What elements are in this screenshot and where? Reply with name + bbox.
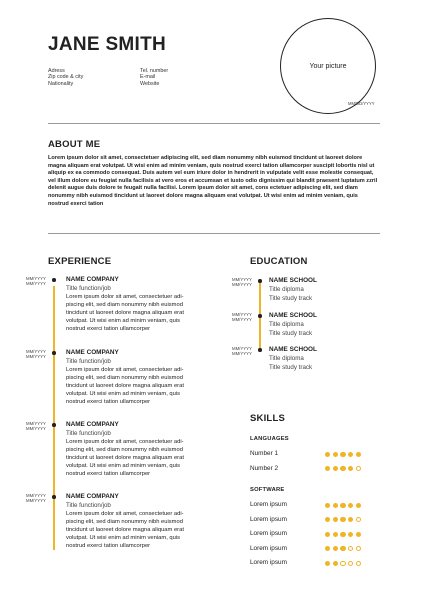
nationality-field: Nationality bbox=[48, 80, 74, 87]
study-track: Title study track bbox=[269, 295, 313, 302]
job-title: Title function/job bbox=[66, 430, 111, 437]
filled-rating-dot bbox=[348, 503, 353, 508]
empty-rating-dot bbox=[340, 561, 345, 566]
filled-rating-dot bbox=[333, 466, 338, 471]
date-to: MM/YYYY bbox=[232, 282, 252, 288]
description-line: piscing elit, sed diam nonummy nibh euismod bbox=[66, 375, 183, 382]
date-from: MM/YYYY bbox=[232, 312, 252, 317]
filled-rating-dot bbox=[333, 503, 338, 508]
skill-name: Number 1 bbox=[250, 450, 279, 457]
description-line: volutpat. Ut wisi enim ad minim veniam, quis bbox=[66, 391, 181, 398]
software-label: SOFTWARE bbox=[250, 487, 285, 493]
experience-title: EXPERIENCE bbox=[48, 256, 112, 267]
about-text: Lorem ipsum dolor sit amet, consectetuer adipiscing elit, sed diam nonummy nibh euismod tincidunt ut laoreet dolore magna aliquam erat volutpat. Ut wisi enim ad minim veniam, quis nostrud exerci tation ullamcorper suscipit lobortis nisl ut aliquip ex ea commodo consequat. Duis autem vel eum iriure dolor in hendrerit in vulputate velit esse molestie consequat, vel illum dolore eu feugiat nulla facilisis at vero eros et accumsan et iusto odio dignissim qui blandit praesent luptatum zzril delenit augue duis dolore te feugait nulla facilisi. Lorem ipsum dolor sit amet, cons ectetuer adipiscing elit, sed diam nonummy nibh euismod tincidunt ut laoreet dolore magna aliquam erat volutpat. Ut wisi enim ad minim veniam, quis nostrud exerci tation bbox=[48, 155, 378, 207]
experience-dates bbox=[26, 421, 46, 431]
skill-rating bbox=[325, 532, 361, 537]
filled-rating-dot bbox=[356, 452, 361, 457]
filled-rating-dot bbox=[325, 503, 330, 508]
empty-rating-dot bbox=[348, 546, 353, 551]
description-line: Lorem ipsum dolor sit amet, consectetuer adi- bbox=[66, 439, 184, 445]
description-line: nostrud exerci tation ullamcorper bbox=[66, 471, 151, 478]
picture-date: MM/DD/YYYY bbox=[348, 101, 375, 106]
timeline-dot bbox=[258, 314, 262, 318]
filled-rating-dot bbox=[325, 517, 330, 522]
description-line: piscing elit, sed diam nonummy nibh euismod bbox=[66, 519, 183, 526]
study-track: Title study track bbox=[269, 330, 313, 337]
job-title: Title function/job bbox=[66, 285, 111, 292]
candidate-name: JANE SMITH bbox=[48, 34, 167, 55]
job-title: Title function/job bbox=[66, 358, 111, 365]
empty-rating-dot bbox=[356, 561, 361, 566]
skill-name: Lorem ipsum bbox=[250, 530, 287, 537]
filled-rating-dot bbox=[333, 517, 338, 522]
filled-rating-dot bbox=[340, 532, 345, 537]
diploma-title: Title diploma bbox=[269, 321, 304, 328]
zip-city-field: Zip code & city bbox=[48, 74, 84, 81]
empty-rating-dot bbox=[356, 466, 361, 471]
picture-label: Your picture bbox=[309, 62, 347, 70]
skills-title: SKILLS bbox=[250, 413, 285, 424]
skill-name: Number 2 bbox=[250, 464, 279, 472]
timeline-dot bbox=[52, 423, 56, 427]
date-from: MM/YYYY bbox=[232, 346, 252, 351]
date-to: MM/YYYY bbox=[26, 354, 46, 360]
description-line: volutpat. Ut wisi enim ad minim veniam, quis bbox=[66, 463, 181, 470]
filled-rating-dot bbox=[356, 532, 361, 537]
description-line: Lorem ipsum dolor sit amet, consectetuer adi- bbox=[66, 294, 184, 300]
skill-rating bbox=[325, 517, 361, 522]
skill-name: Lorem ipsum bbox=[250, 515, 287, 523]
filled-rating-dot bbox=[340, 517, 345, 522]
job-description bbox=[66, 293, 216, 333]
address-field: Adress bbox=[48, 68, 65, 74]
filled-rating-dot bbox=[325, 466, 330, 471]
contact-left bbox=[48, 68, 83, 87]
filled-rating-dot bbox=[356, 503, 361, 508]
email-field: E-mail bbox=[140, 74, 156, 81]
experience-dates bbox=[26, 349, 46, 359]
filled-rating-dot bbox=[348, 466, 353, 471]
job-description bbox=[66, 438, 216, 478]
about-divider bbox=[48, 233, 380, 234]
date-from: MM/YYYY bbox=[26, 276, 46, 281]
languages-label: LANGUAGES bbox=[250, 436, 289, 442]
description-line: tincidunt ut laoreet dolore magna aliquam erat bbox=[66, 383, 184, 390]
date-to: MM/YYYY bbox=[26, 498, 46, 504]
skill-name: Lorem ipsum bbox=[250, 501, 287, 508]
study-track: Title study track bbox=[269, 364, 313, 371]
education-dates bbox=[232, 312, 252, 322]
description-line: piscing elit, sed diam nonummy nibh euismod bbox=[66, 302, 183, 309]
filled-rating-dot bbox=[340, 503, 345, 508]
description-line: piscing elit, sed diam nonummy nibh euismod bbox=[66, 447, 183, 454]
about-title: ABOUT ME bbox=[48, 139, 101, 150]
description-line: Lorem ipsum dolor sit amet, consectetuer adi- bbox=[66, 511, 184, 517]
date-to: MM/YYYY bbox=[232, 351, 252, 357]
description-line: tincidunt ut laoreet dolore magna aliquam erat bbox=[66, 455, 184, 462]
empty-rating-dot bbox=[356, 517, 361, 522]
date-to: MM/YYYY bbox=[26, 281, 46, 287]
timeline-dot bbox=[52, 495, 56, 499]
timeline-dot bbox=[258, 279, 262, 283]
date-from: MM/YYYY bbox=[26, 421, 46, 426]
filled-rating-dot bbox=[340, 546, 345, 551]
education-dates bbox=[232, 346, 252, 356]
empty-rating-dot bbox=[348, 561, 353, 566]
description-line: tincidunt ut laoreet dolore magna aliquam erat bbox=[66, 310, 184, 317]
description-line: nostrud exerci tation ullamcorper bbox=[66, 326, 151, 333]
school-name: NAME SCHOOL bbox=[269, 312, 317, 319]
education-title: EDUCATION bbox=[250, 256, 308, 267]
school-name: NAME SCHOOL bbox=[269, 346, 317, 353]
skill-rating bbox=[325, 546, 361, 551]
company-name: NAME COMPANY bbox=[66, 493, 119, 500]
description-line: volutpat. Ut wisi enim ad minim veniam, quis bbox=[66, 318, 181, 325]
date-from: MM/YYYY bbox=[232, 277, 252, 282]
skill-name: Lorem ipsum bbox=[250, 544, 287, 552]
date-from: MM/YYYY bbox=[26, 493, 46, 498]
filled-rating-dot bbox=[333, 452, 338, 457]
description-line: nostrud exerci tation ullamcorper bbox=[66, 543, 151, 550]
filled-rating-dot bbox=[333, 532, 338, 537]
education-dates bbox=[232, 277, 252, 287]
filled-rating-dot bbox=[325, 561, 330, 566]
filled-rating-dot bbox=[333, 546, 338, 551]
filled-rating-dot bbox=[325, 532, 330, 537]
experience-timeline bbox=[53, 286, 55, 550]
timeline-dot bbox=[258, 348, 262, 352]
company-name: NAME COMPANY bbox=[66, 349, 119, 356]
date-to: MM/YYYY bbox=[26, 426, 46, 432]
job-description bbox=[66, 510, 216, 550]
description-line: nostrud exerci tation ullamcorper bbox=[66, 399, 151, 406]
website-field: Website bbox=[140, 80, 160, 87]
experience-dates bbox=[26, 493, 46, 503]
profile-picture-placeholder bbox=[280, 18, 376, 114]
phone-field: Tel. number bbox=[140, 68, 169, 74]
description-line: volutpat. Ut wisi enim ad minim veniam, quis bbox=[66, 535, 181, 542]
filled-rating-dot bbox=[348, 452, 353, 457]
filled-rating-dot bbox=[340, 452, 345, 457]
skill-rating bbox=[325, 503, 361, 508]
description-line: tincidunt ut laoreet dolore magna aliquam erat bbox=[66, 527, 184, 534]
filled-rating-dot bbox=[340, 466, 345, 471]
company-name: NAME COMPANY bbox=[66, 276, 119, 283]
description-line: Lorem ipsum dolor sit amet, consectetuer adi- bbox=[66, 367, 184, 373]
contact-right bbox=[140, 68, 168, 87]
skill-rating bbox=[325, 466, 361, 471]
date-to: MM/YYYY bbox=[232, 317, 252, 323]
filled-rating-dot bbox=[348, 532, 353, 537]
diploma-title: Title diploma bbox=[269, 286, 304, 293]
timeline-dot bbox=[52, 351, 56, 355]
skill-rating bbox=[325, 561, 361, 566]
skill-rating bbox=[325, 452, 361, 457]
experience-dates bbox=[26, 276, 46, 286]
skill-name: Lorem ipsum bbox=[250, 559, 287, 566]
date-from: MM/YYYY bbox=[26, 349, 46, 354]
company-name: NAME COMPANY bbox=[66, 421, 119, 428]
diploma-title: Title diploma bbox=[269, 355, 304, 362]
timeline-dot bbox=[52, 278, 56, 282]
job-description bbox=[66, 366, 216, 406]
filled-rating-dot bbox=[333, 561, 338, 566]
filled-rating-dot bbox=[325, 546, 330, 551]
job-title: Title function/job bbox=[66, 502, 111, 509]
filled-rating-dot bbox=[348, 517, 353, 522]
empty-rating-dot bbox=[356, 546, 361, 551]
header-divider bbox=[48, 123, 380, 124]
filled-rating-dot bbox=[325, 452, 330, 457]
school-name: NAME SCHOOL bbox=[269, 277, 317, 284]
